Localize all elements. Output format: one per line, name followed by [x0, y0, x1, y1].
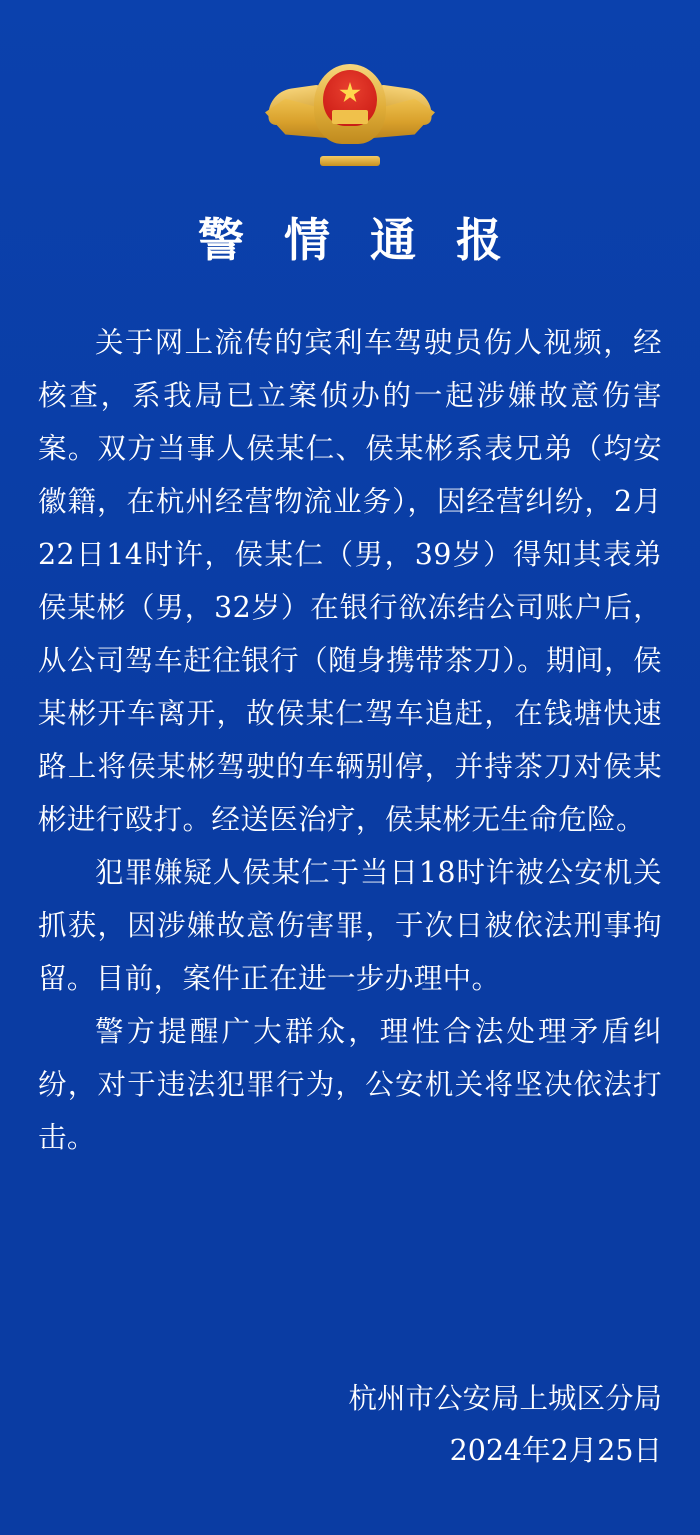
signature-date: 2024年2月25日 — [449, 1434, 662, 1467]
signature-issuer: 杭州市公安局上城区分局 — [348, 1382, 662, 1415]
signature-block — [348, 1373, 662, 1477]
notice-paragraph-1: 关于网上流传的宾利车驾驶员伤人视频，经核查，系我局已立案侦办的一起涉嫌故意伤害案。双方当事人侯某仁、侯某彬系表兄弟（均安徽籍，在杭州经营物流业务），因经营纠纷，2月22日14时许，侯某仁（男，39岁）得知其表弟侯某彬（男，32岁）在银行欲冻结公司账户后，从公司驾车赶往银行（随身携带茶刀）。期间，侯某彬开车离开，故侯某仁驾车追赶，在钱塘快速路上将侯某彬驾驶的车辆别停，并持茶刀对侯某彬进行殴打。经送医治疗，侯某彬无生命危险。 — [38, 326, 662, 836]
notice-paragraph-3: 警方提醒广大群众，理性合法处理矛盾纠纷，对于违法犯罪行为，公安机关将坚决依法打击。 — [38, 1015, 662, 1154]
emblem-container — [38, 0, 662, 168]
notice-paragraph-2: 犯罪嫌疑人侯某仁于当日18时许被公安机关抓获，因涉嫌故意伤害罪，于次日被依法刑事拘留。目前，案件正在进一步办理中。 — [38, 856, 662, 995]
notice-body — [38, 316, 662, 1164]
china-police-badge-icon — [265, 58, 435, 168]
badge-gate — [332, 110, 368, 124]
badge-base — [320, 156, 380, 166]
page-title: 警 情 通 报 — [197, 213, 515, 267]
